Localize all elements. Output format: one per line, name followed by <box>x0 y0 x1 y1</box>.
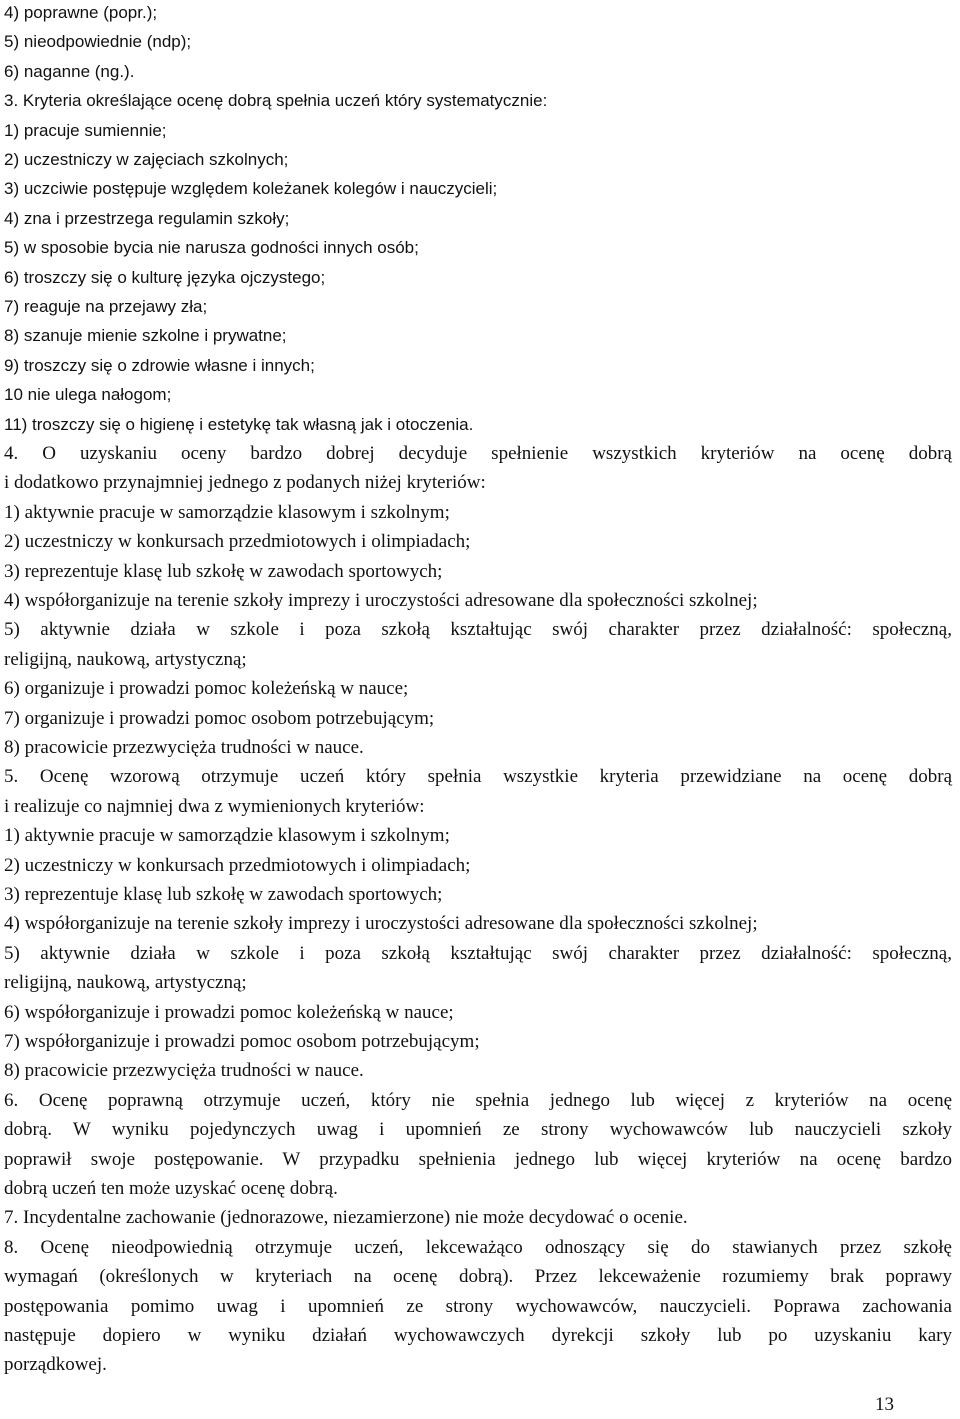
text-line: 2) uczestniczy w konkursach przedmiotowych i olimpiadach; <box>4 531 471 553</box>
text-line: 4. O uzyskaniu oceny bardzo dobrej decyduje spełnienie wszystkich kryteriów na ocenę dobrą <box>4 443 952 464</box>
text-line: religijną, naukową, artystyczną; <box>4 972 247 994</box>
text-line: 5) nieodpowiednie (ndp); <box>4 32 192 52</box>
text-line: dobrą. W wyniku pojedynczych uwag i upomnień ze strony wychowawców lub nauczycieli szkoły <box>4 1119 952 1141</box>
text-line: 3) reprezentuje klasę lub szkołę w zawodach sportowych; <box>4 560 443 582</box>
text-line: 8) pracowicie przezwycięża trudności w nauce. <box>4 737 364 758</box>
text-line: 7) reaguje na przejawy zła; <box>4 297 208 316</box>
text-line: 4) zna i przestrzega regulamin szkoły; <box>4 208 290 228</box>
text-line: porządkowej. <box>4 1354 107 1376</box>
text-line: 6) troszczy się o kulturę języka ojczystego; <box>4 267 326 287</box>
text-line: 6) organizuje i prowadzi pomoc koleżeńską w nauce; <box>4 678 409 700</box>
text-line: religijną, naukową, artystyczną; <box>4 648 247 670</box>
text-line: 5. Ocenę wzorową otrzymuje uczeń który spełnia wszystkie kryteria przewidziane na ocenę dobrą <box>4 766 952 788</box>
page-number: 13 <box>875 1394 894 1415</box>
text-line: 6. Ocenę poprawną otrzymuje uczeń, który nie spełnia jednego lub więcej z kryteriów na ocenę <box>4 1089 952 1111</box>
text-line: 10 nie ulega nałogom; <box>4 385 172 405</box>
text-line: i realizuje co najmniej dwa z wymienionych kryteriów: <box>4 795 425 817</box>
text-line: 1) aktywnie pracuje w samorządzie klasowym i szkolnym; <box>4 501 450 523</box>
text-line: 7) współorganizuje i prowadzi pomoc osobom potrzebującym; <box>4 1031 480 1052</box>
text-line: 4) poprawne (popr.); <box>4 3 158 22</box>
text-line: 2) uczestniczy w konkursach przedmiotowych i olimpiadach; <box>4 854 471 876</box>
text-line: dobrą uczeń ten może uzyskać ocenę dobrą. <box>4 1178 338 1199</box>
text-line: 7) organizuje i prowadzi pomoc osobom potrzebującym; <box>4 707 435 729</box>
text-line: 8) szanuje mienie szkolne i prywatne; <box>4 326 287 346</box>
text-line: 3. Kryteria określające ocenę dobrą spełnia uczeń który systematycznie: <box>4 91 548 111</box>
text-line: 9) troszczy się o zdrowie własne i innych; <box>4 355 315 375</box>
text-line: 8) pracowicie przezwycięża trudności w nauce. <box>4 1060 364 1082</box>
text-line: 3) reprezentuje klasę lub szkołę w zawodach sportowych; <box>4 884 443 905</box>
text-line: 5) w sposobie bycia nie narusza godności innych osób; <box>4 238 419 258</box>
text-line: 4) współorganizuje na terenie szkoły imprezy i uroczystości adresowane dla społeczności szkolnej; <box>4 913 758 935</box>
text-line: 3) uczciwie postępuje względem koleżanek kolegów i nauczycieli; <box>4 179 498 199</box>
text-line: 11) troszczy się o higienę i estetykę tak własną jak i otoczenia. <box>4 414 474 434</box>
text-line: 4) współorganizuje na terenie szkoły imprezy i uroczystości adresowane dla społeczności szkolnej; <box>4 590 758 611</box>
text-line: 6) współorganizuje i prowadzi pomoc koleżeńską w nauce; <box>4 1001 454 1023</box>
text-line: 5) aktywnie działa w szkole i poza szkołą kształtując swój charakter przez działalność: społeczną, <box>4 942 952 964</box>
text-line: postępowania pomimo uwag i upomnień ze strony wychowawców, nauczycieli. Poprawa zachowania <box>4 1295 952 1317</box>
text-line: następuje dopiero w wyniku działań wychowawczych dyrekcji szkoły lub po uzyskaniu kary <box>4 1325 952 1346</box>
text-line: 5) aktywnie działa w szkole i poza szkołą kształtując swój charakter przez działalność: społeczną, <box>4 619 952 641</box>
text-line: 8. Ocenę nieodpowiednią otrzymuje uczeń, lekceważąco odnoszący się do stawianych przez szkołę <box>4 1236 952 1258</box>
text-line: wymagań (określonych w kryteriach na ocenę dobrą). Przez lekceważenie rozumiemy brak poprawy <box>4 1266 952 1288</box>
text-line: 6) naganne (ng.). <box>4 61 135 81</box>
text-line: poprawił swoje postępowanie. W przypadku spełnienia jednego lub więcej kryteriów na ocenę bardzo <box>4 1148 952 1170</box>
text-line: 1) pracuje sumiennie; <box>4 120 167 140</box>
text-line: 7. Incydentalne zachowanie (jednorazowe, niezamierzone) nie może decydować o ocenie. <box>4 1207 688 1229</box>
text-line: 1) aktywnie pracuje w samorządzie klasowym i szkolnym; <box>4 825 450 847</box>
text-line: i dodatkowo przynajmniej jednego z podanych niżej kryteriów: <box>4 472 486 494</box>
text-line: 2) uczestniczy w zajęciach szkolnych; <box>4 150 289 169</box>
